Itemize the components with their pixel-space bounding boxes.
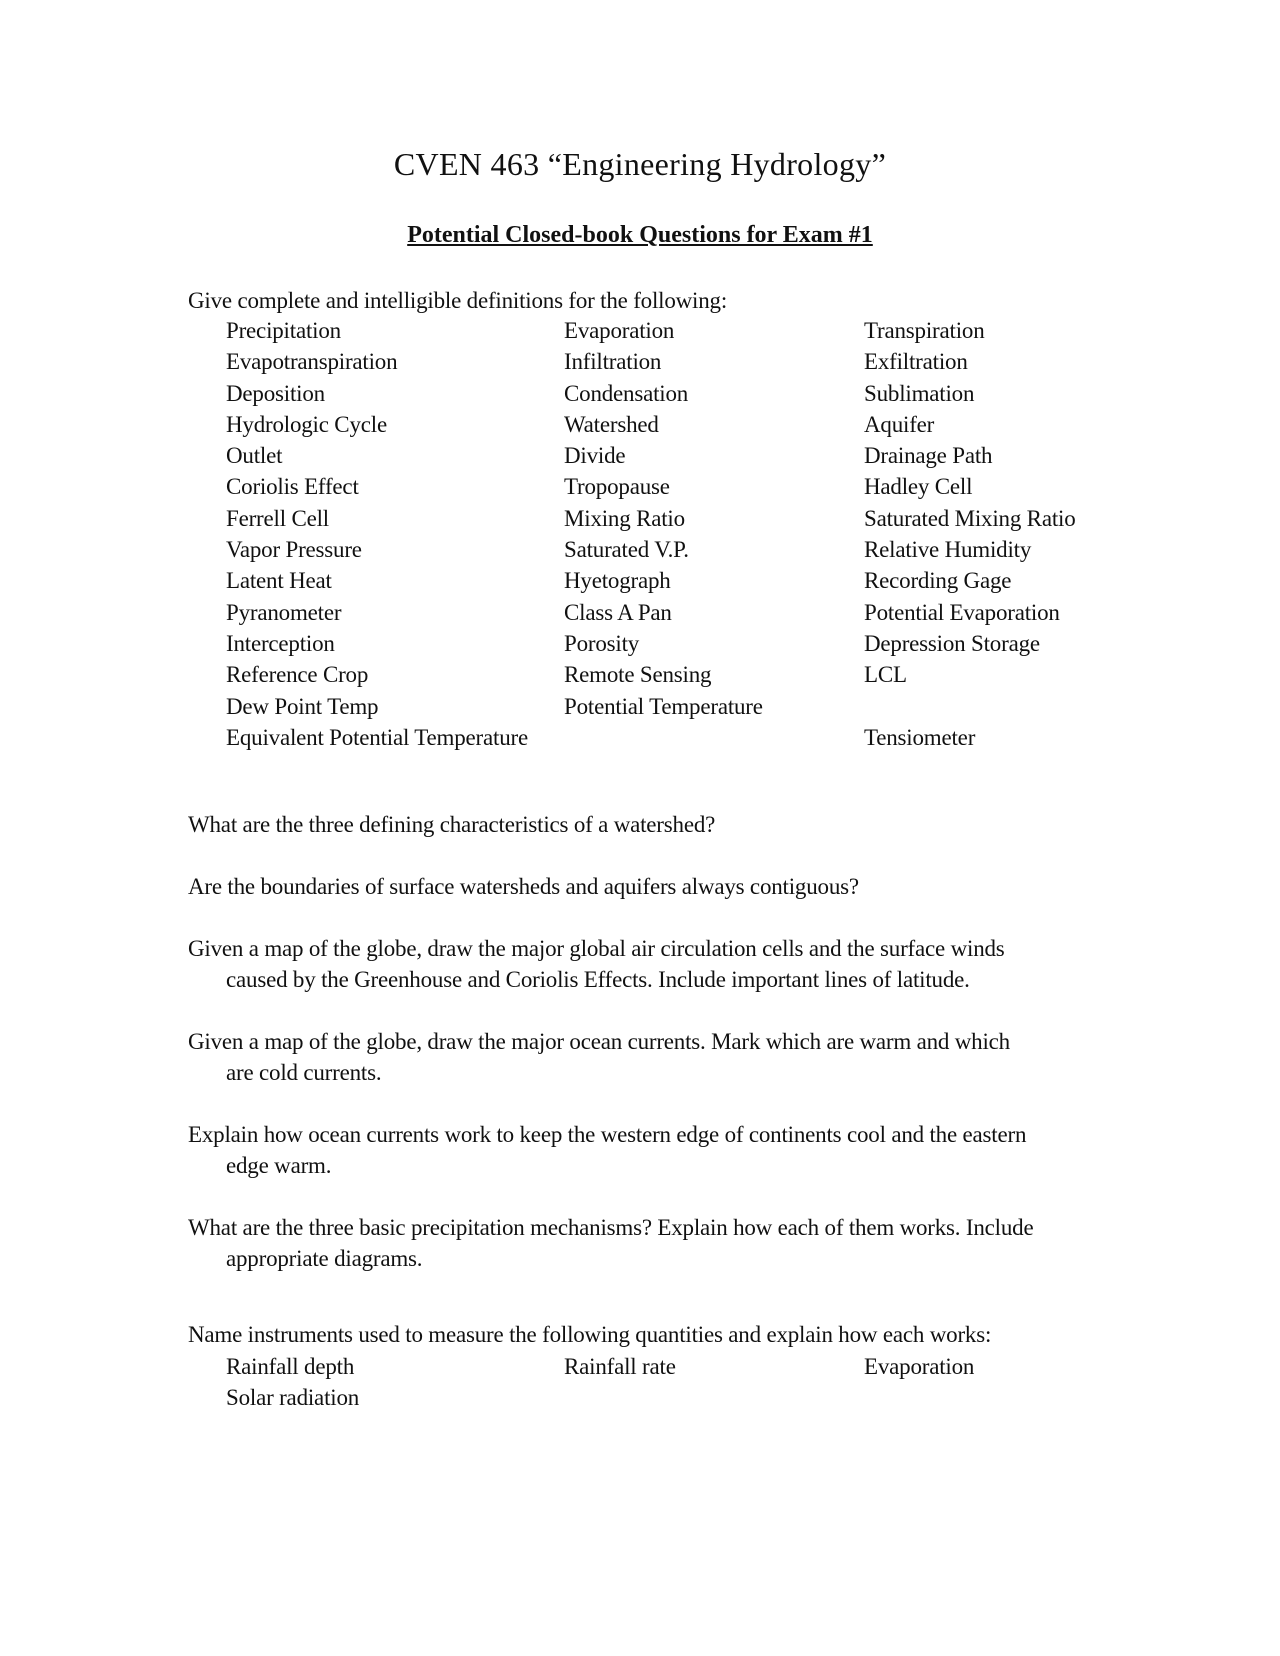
definition-term-r9-c1: Latent Heat [226, 568, 332, 594]
definition-term-r6-c2: Tropopause [564, 474, 670, 500]
definition-term-r10-c3: Potential Evaporation [864, 599, 1060, 625]
definition-term-r1-c3: Transpiration [864, 318, 985, 343]
definition-term-r5-c2: Divide [564, 443, 626, 469]
instrument-quantity-r2-c2 [564, 1385, 864, 1416]
definition-term-r9-c3: Recording Gage [864, 568, 1012, 594]
definition-term-r14-c2 [564, 725, 864, 756]
definition-term-r2-c3: Exfiltration [864, 349, 968, 375]
definition-term-r10-c2: Class A Pan [564, 599, 672, 625]
definition-term-r2-c2: Infiltration [564, 349, 662, 375]
definition-term-r3-c3: Sublimation [864, 380, 975, 406]
definition-term-r4-c1: Hydrologic Cycle [226, 411, 387, 437]
question-precipitation-mechanisms-line1: What are the three basic precipitation mechanisms? Explain how each of them works. Include [188, 1215, 1034, 1240]
definition-term-r8-c2: Saturated V.P. [564, 537, 689, 563]
question-boundaries-contiguous: Are the boundaries of surface watersheds and aquifers always contiguous? [188, 874, 859, 899]
definition-term-r13-c1: Dew Point Temp [226, 693, 379, 719]
definition-term-r9-c2: Hyetograph [564, 568, 671, 594]
definition-term-r5-c3: Drainage Path [864, 443, 993, 469]
question-watershed-characteristics: What are the three defining characteristics of a watershed? [188, 812, 716, 837]
instrument-quantity-r1-c2: Rainfall rate [564, 1354, 676, 1379]
definition-term-r7-c2: Mixing Ratio [564, 505, 685, 531]
question-air-circulation-line1: Given a map of the globe, draw the major global air circulation cells and the surface winds [188, 936, 1005, 961]
question-continent-edges-line2: edge warm. [226, 1153, 332, 1178]
document-subtitle: Potential Closed-book Questions for Exam #1 [407, 222, 873, 248]
definition-term-r2-c1: Evapotranspiration [226, 349, 398, 375]
definition-term-r10-c1: Pyranometer [226, 599, 342, 625]
question-air-circulation-line2: caused by the Greenhouse and Coriolis Effects. Include important lines of latitude. [226, 967, 970, 992]
definition-term-r14-c1: Equivalent Potential Temperature [226, 724, 528, 750]
question-continent-edges-line1: Explain how ocean currents work to keep the western edge of continents cool and the eastern [188, 1122, 1027, 1147]
definition-term-r11-c1: Interception [226, 630, 335, 656]
instruments-prompt: Name instruments used to measure the following quantities and explain how each works: [188, 1322, 992, 1347]
instruments-grid [226, 1354, 1124, 1417]
instrument-quantity-r1-c1: Rainfall depth [226, 1354, 355, 1379]
definition-term-r11-c2: Porosity [564, 630, 640, 656]
definition-term-r12-c3: LCL [864, 662, 907, 688]
definition-term-r4-c3: Aquifer [864, 411, 935, 437]
definition-term-r7-c3: Saturated Mixing Ratio [864, 505, 1076, 531]
definition-term-r13-c3 [864, 694, 1124, 725]
question-ocean-currents-line2: are cold currents. [226, 1060, 382, 1085]
document-title: CVEN 463 “Engineering Hydrology” [393, 146, 887, 182]
definition-term-r1-c2: Evaporation [564, 318, 675, 343]
instrument-quantity-r2-c1: Solar radiation [226, 1385, 360, 1411]
question-precipitation-mechanisms-line2: appropriate diagrams. [226, 1246, 423, 1271]
definition-term-r11-c3: Depression Storage [864, 630, 1040, 656]
instrument-quantity-r2-c3 [864, 1385, 1124, 1416]
definition-term-r6-c3: Hadley Cell [864, 474, 973, 500]
definition-term-r3-c1: Deposition [226, 380, 325, 406]
definition-term-r12-c2: Remote Sensing [564, 662, 712, 688]
definition-term-r3-c2: Condensation [564, 380, 689, 406]
definitions-prompt: Give complete and intelligible definitions for the following: [188, 288, 728, 313]
definition-term-r4-c2: Watershed [564, 411, 659, 437]
definition-term-r8-c1: Vapor Pressure [226, 537, 362, 563]
definitions-term-grid [226, 318, 1124, 756]
definition-term-r8-c3: Relative Humidity [864, 537, 1032, 563]
definition-term-r1-c1: Precipitation [226, 318, 341, 343]
definition-term-r7-c1: Ferrell Cell [226, 505, 329, 531]
instrument-quantity-r1-c3: Evaporation [864, 1354, 975, 1379]
definition-term-r6-c1: Coriolis Effect [226, 474, 359, 500]
question-ocean-currents-line1: Given a map of the globe, draw the major ocean currents. Mark which are warm and which [188, 1029, 1010, 1054]
definition-term-r12-c1: Reference Crop [226, 662, 369, 688]
definition-term-r5-c1: Outlet [226, 443, 283, 469]
definition-term-r13-c2: Potential Temperature [564, 693, 763, 719]
definition-term-r14-c3: Tensiometer [864, 724, 976, 750]
